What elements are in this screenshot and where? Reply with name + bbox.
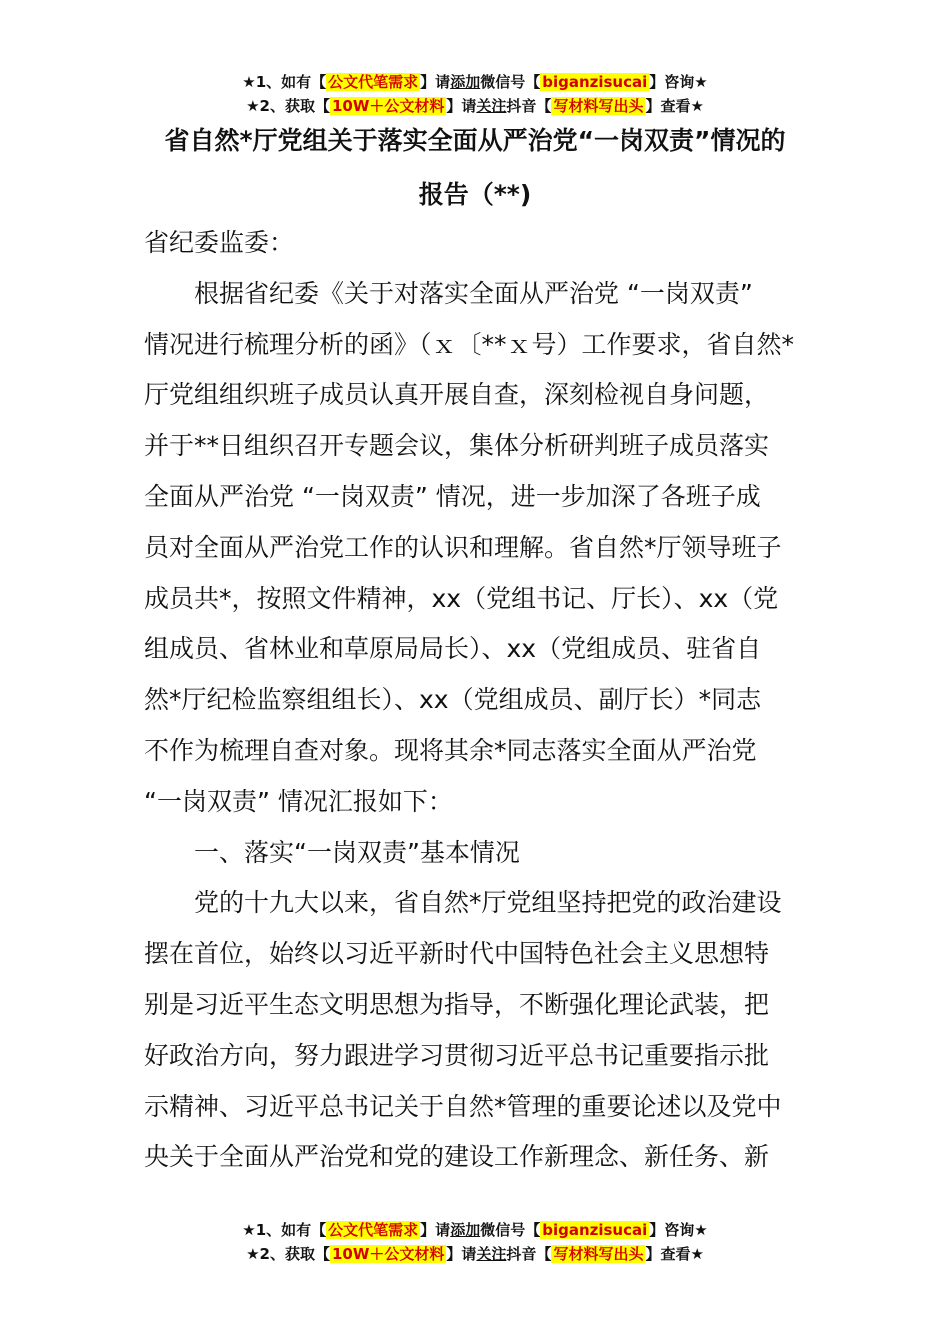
section-heading-1: 一、落实“一岗双责”基本情况	[194, 837, 520, 867]
promo-highlight: 公文代笔需求	[328, 73, 419, 91]
promo-highlight: 10W＋公文材料	[331, 1245, 445, 1263]
document-body	[144, 218, 810, 1183]
footer-promo-banner	[0, 1218, 950, 1266]
text-line: 员对全面从严治党工作的认识和理解。省自然*厅领导班子	[144, 532, 782, 562]
promo-highlight: 写材料写出头	[553, 1245, 644, 1263]
text-line: 情况进行梳理分析的函》（ｘ〔**ｘ号）工作要求，省自然*	[144, 329, 795, 359]
text-line: 摆在首位，始终以习近平新时代中国特色社会主义思想特	[144, 939, 770, 969]
text-line: 好政治方向，努力跟进学习贯彻习近平总书记重要指示批	[144, 1040, 770, 1070]
header-promo-banner	[0, 70, 950, 118]
text-line: 示精神、习近平总书记关于自然*管理的重要论述以及党中	[144, 1091, 782, 1121]
text-line: 并于**日组织召开专题会议，集体分析研判班子成员落实	[144, 431, 770, 461]
text-line: 然*厅纪检监察组组长）、xx（党组成员、副厅长）*同志	[144, 685, 762, 715]
text-line: 不作为梳理自查对象。现将其余*同志落实全面从严治党	[144, 735, 757, 765]
text-line: 组成员、省林业和草原局局长）、xx（党组成员、驻省自	[144, 634, 762, 664]
paragraph-2	[144, 878, 810, 1183]
promo-line-1: ★1、如有【 公文代笔需求 】请添加微信号【 biganzisucai 】咨询★	[242, 73, 708, 91]
text-line: 成员共*，按照文件精神，xx（党组书记、厅长）、xx（党	[144, 583, 779, 613]
document-title	[130, 114, 820, 222]
text-line: 厅党组组织班子成员认真开展自查，深刻检视自身问题，	[144, 380, 770, 410]
promo-highlight: 写材料写出头	[553, 97, 644, 115]
promo-line-2: ★2、获取【 10W＋公文材料 】请关注抖音【 写材料写出头 】查看★	[246, 97, 704, 115]
paragraph-1	[144, 269, 810, 828]
salutation: 省纪委监委：	[144, 228, 295, 257]
text-line: “一岗双责” 情况汇报如下：	[144, 786, 453, 816]
promo-line-1: ★1、如有【 公文代笔需求 】请添加微信号【 biganzisucai 】咨询★	[242, 1221, 708, 1239]
title-line: 报告（**)	[418, 180, 532, 209]
promo-highlight: 公文代笔需求	[328, 1221, 419, 1239]
text-line: 党的十九大以来，省自然*厅党组坚持把党的政治建设	[194, 888, 782, 918]
promo-highlight: 10W＋公文材料	[331, 97, 445, 115]
title-line: 省自然*厅党组关于落实全面从严治党“一岗双责”情况的	[164, 126, 786, 155]
text-line: 别是习近平生态文明思想为指导，不断强化理论武装，把	[144, 989, 770, 1019]
promo-line-2: ★2、获取【 10W＋公文材料 】请关注抖音【 写材料写出头 】查看★	[246, 1245, 704, 1263]
promo-highlight: biganzisucai	[542, 73, 648, 91]
text-line: 全面从严治党 “一岗双责” 情况，进一步加深了各班子成	[144, 481, 761, 511]
text-line: 央关于全面从严治党和党的建设工作新理念、新任务、新	[144, 1142, 770, 1172]
promo-highlight: biganzisucai	[542, 1221, 648, 1239]
text-line: 根据省纪委《关于对落实全面从严治党 “一岗双责”	[194, 278, 753, 308]
